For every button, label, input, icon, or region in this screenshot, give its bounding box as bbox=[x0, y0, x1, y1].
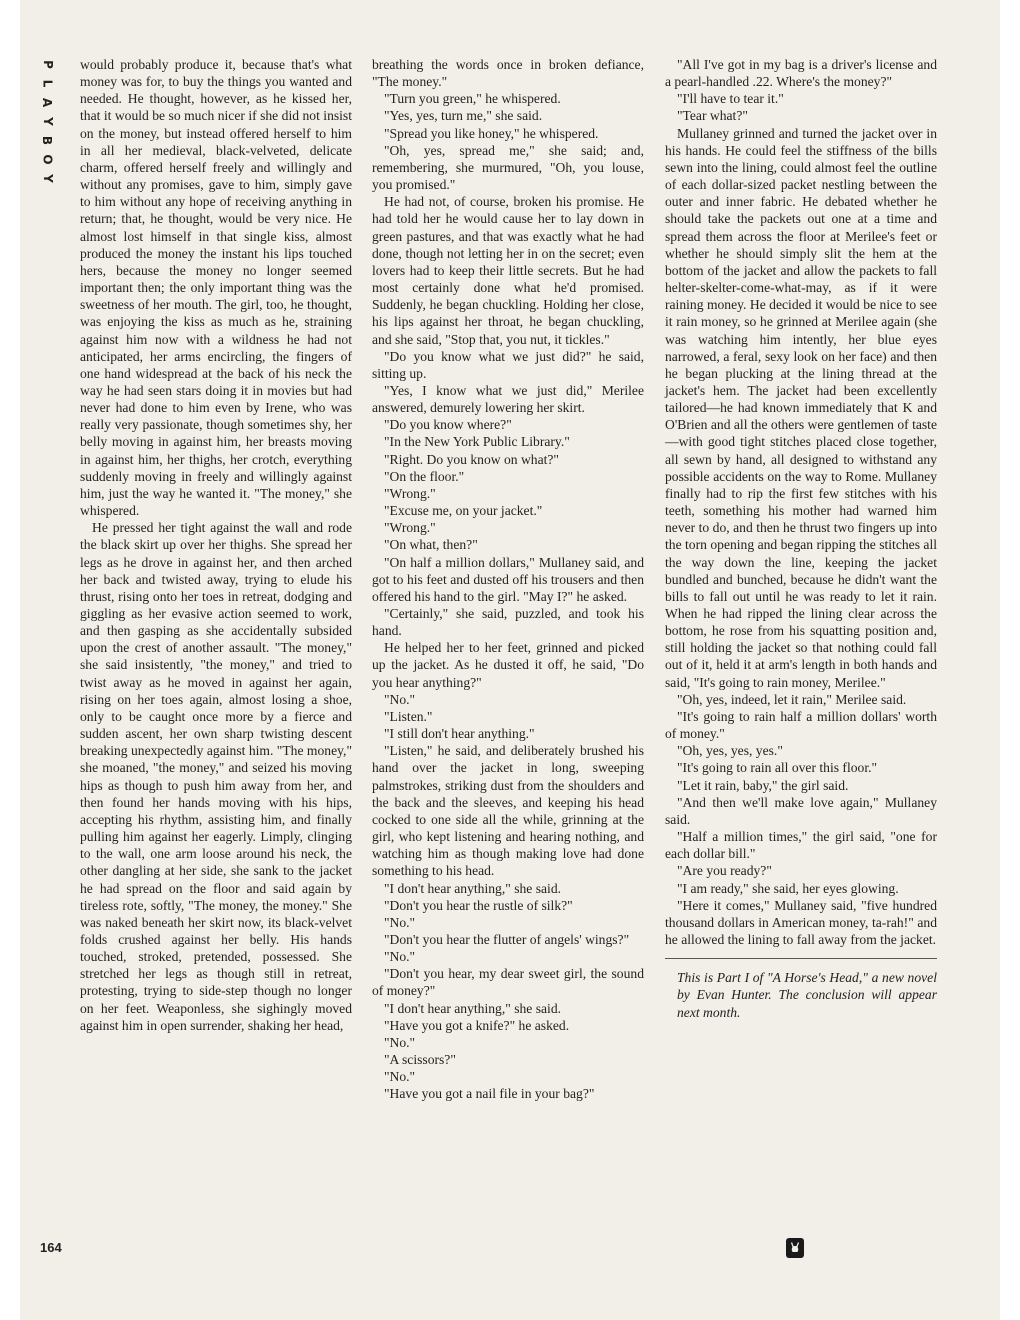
paragraph: would probably produce it, because that's what money was for, to buy the things you wanted and needed. He thought, however, as he kissed her, that it would be so much nicer if she did not insist on the money, but instead offered herself to him in all her medieval, black-velveted, delicate charm, offered herself freely and willingly and without any promises, gave to him, simply gave to him without any hope of receiving anything in return; that, he thought, would be very nice. He almost lost himself in that single kiss, almost produced the money the instant his lips touched hers, because the money no longer seemed important then; the only important thing was the sweetness of her mouth. The girl, too, he thought, was enjoying the kiss as much as he, straining against him now with a wildness he had not anticipated, her arms encircling, the fingers of one hand widespread at the back of his neck the way he had seen stars doing it in movies but had never had done to him even by Irene, who was really very passionate, though sometimes shy, her belly moving in against him, her breasts moving in against him, her thighs, her crotch, everything suddenly moving in freely and willingly against him, just the way he wanted it. "The money," she whispered. bbox=[80, 57, 352, 519]
paragraph: "Right. Do you know on what?" bbox=[384, 451, 559, 467]
paragraph: "Excuse me, on your jacket." bbox=[384, 503, 543, 519]
text-column-2 bbox=[372, 56, 644, 1103]
paragraph: "Don't you hear the rustle of silk?" bbox=[384, 897, 573, 913]
paragraph: He had not, of course, broken his promise. He had told her he would cause her to lay down in green pastures, and that was exactly what he had done, though not letting her in on the secret; even lovers had to keep their little secrets. But he had most certainly done what he'd promised. Suddenly, he began chuckling. Holding her close, his lips against her throat, he began chuckling, and she said, "Stop that, you nut, it tickles." bbox=[372, 194, 644, 347]
page-number: 164 bbox=[40, 1240, 62, 1255]
paragraph: "It's going to rain all over this floor." bbox=[677, 760, 878, 776]
paragraph: breathing the words once in broken defiance, "The money." bbox=[372, 57, 644, 90]
paragraph: "Listen." bbox=[384, 708, 433, 724]
paragraph: "It's going to rain half a million dollars' worth of money." bbox=[665, 708, 937, 742]
paragraph: "Do you know where?" bbox=[384, 417, 512, 433]
paragraph: "Certainly," she said, puzzled, and took his hand. bbox=[372, 606, 644, 639]
logo-letter: B bbox=[40, 135, 55, 146]
paragraph: "I still don't hear anything." bbox=[384, 726, 535, 742]
paragraph: "Here it comes," Mullaney said, "five hundred thousand dollars in American money, ta-rah!" and he allowed the lining to fall away from the jacket. bbox=[665, 897, 937, 947]
paragraph: "Spread you like honey," he whispered. bbox=[384, 125, 599, 141]
paragraph: "Yes, I know what we just did," Merilee answered, demurely lowering her skirt. bbox=[372, 382, 644, 416]
paragraph: "I don't hear anything," she said. bbox=[384, 880, 562, 896]
logo-letter: O bbox=[40, 154, 55, 165]
paragraph: "No." bbox=[384, 1069, 416, 1085]
text-column-1 bbox=[80, 56, 352, 1034]
logo-letter: A bbox=[40, 97, 55, 108]
paragraph: "Do you know what we just did?" he said, sitting up. bbox=[372, 348, 644, 381]
logo-letter: L bbox=[40, 79, 55, 88]
playboy-side-logo bbox=[37, 55, 57, 188]
paragraph: "On the floor." bbox=[384, 468, 465, 484]
paragraph: "No." bbox=[384, 914, 416, 930]
logo-letter: Y bbox=[40, 117, 55, 126]
paragraph: "No." bbox=[384, 1034, 416, 1050]
paragraph: "Turn you green," he whispered. bbox=[384, 91, 561, 107]
paragraph: "I'll have to tear it." bbox=[677, 91, 784, 107]
paragraph: "Oh, yes, yes, yes." bbox=[677, 743, 783, 759]
paragraph: "Let it rain, baby," the girl said. bbox=[677, 777, 849, 793]
paragraph: "Tear what?" bbox=[677, 108, 748, 124]
paragraph: "I am ready," she said, her eyes glowing. bbox=[677, 880, 899, 896]
paragraph: "Don't you hear the flutter of angels' wings?" bbox=[384, 931, 630, 947]
paragraph: "Have you got a knife?" he asked. bbox=[384, 1017, 570, 1033]
paragraph: "No." bbox=[384, 949, 416, 965]
playboy-bunny-icon bbox=[786, 1238, 804, 1258]
paragraph: "I don't hear anything," she said. bbox=[384, 1000, 562, 1016]
logo-letter: P bbox=[40, 60, 55, 69]
text-column-3 bbox=[665, 56, 937, 1021]
paragraph: Mullaney grinned and turned the jacket over in his hands. He could feel the stiffness of the bills sewn into the lining, could almost feel the outline of each dollar-sized packet nestling between the outer and inner fabric. He debated whether he should take the packets out one at a time and spread them across the floor at Merilee's feet or whether he should simply slit the hem at the bottom of the jacket and allow the packets to fall helter-skelter-come-what-may, as if it were raining money. He decided it would be nice to see it rain money, so he grinned at Merilee again (she was watching him intently, her blue eyes narrowed, a feral, sexy look on her face) and then he began plucking at the lining thread at the jacket's hem. The jacket had been excellently tailored—he had known immediately that K and O'Brien and all the others were gentlemen of taste—with good tight stitches placed close together, all sewn by hand, all designed to withstand any possible accidents on the way to Rome. Mullaney finally had to rip the first few stitches with his teeth, something his mother had warned him never to do, and then he thrust two fingers up into the torn opening and began ripping the stitches all the way down the line, keeping the jacket bundled and bunched, because he didn't want the bills to fall out until he was ready to let it rain. When he had ripped the lining clear across the bottom, he rose from his squatting position and, still holding the jacket so that nothing could fall out of it, held it at arm's length in both hands and said, "It's going to rain money, Merilee." bbox=[665, 125, 937, 690]
paragraph: "Have you got a nail file in your bag?" bbox=[384, 1086, 595, 1102]
paragraph: "Wrong." bbox=[384, 520, 436, 536]
paragraph: "All I've got in my bag is a driver's license and a pearl-handled .22. Where's the money?" bbox=[665, 57, 937, 90]
paragraph: "And then we'll make love again," Mullaney said. bbox=[665, 794, 937, 827]
paragraph: "In the New York Public Library." bbox=[384, 434, 570, 450]
paragraph: "Don't you hear, my dear sweet girl, the sound of money?" bbox=[372, 966, 644, 999]
paragraph: "Half a million times," the girl said, "one for each dollar bill." bbox=[665, 829, 937, 862]
bunny-glyph bbox=[789, 1241, 801, 1255]
paragraph: "No." bbox=[384, 691, 416, 707]
paragraph: "Wrong." bbox=[384, 485, 436, 501]
serialization-note: This is Part I of "A Horse's Head," a new novel by Evan Hunter. The conclusion will appear next month. bbox=[665, 958, 937, 1021]
paragraph: "Oh, yes, indeed, let it rain," Merilee said. bbox=[677, 691, 907, 707]
paragraph: "Listen," he said, and deliberately brushed his hand over the jacket in long, sweeping palmstrokes, striking dust from the shoulders and the back and the sleeves, and keeping his head cocked to one side all the while, grinning at the girl, who kept listening and hearing nothing, and watching him as though making love had done something to his head. bbox=[372, 743, 644, 879]
paragraph: "On half a million dollars," Mullaney said, and got to his feet and dusted off his trousers and then offered his hand to the girl. "May I?" he asked. bbox=[372, 554, 644, 604]
paragraph: "Yes, yes, turn me," she said. bbox=[384, 108, 543, 124]
paragraph: "Oh, yes, spread me," she said; and, remembering, she murmured, "Oh, you louse, you promised." bbox=[372, 142, 644, 193]
paragraph: He helped her to her feet, grinned and picked up the jacket. As he dusted it off, he said, "Do you hear anything?" bbox=[372, 640, 644, 690]
paragraph: He pressed her tight against the wall and rode the black skirt up over her thighs. She spread her legs as he drove in against her, and then arched her back and twisted away, trying to elude his thrust, rising onto her toes in retreat, dodging and giggling as her evasive action seemed to work, and then gasping as she accidentally subsided upon the crest of another assault. "The money," she said insistently, "the money," and tried to twist away as he moved in against her again, rising on her toes again, almost losing a shoe, only to be caught once more by a fierce and sudden ascent, her own sharp twisting descent breaking unexpectedly against him. "The money," she moaned, "the money," and seized his moving hips as though to push him away from her, and then found her hands moving with his hips, accepting his rhythm, assisting him, and finally pulling him against her eagerly. Limply, clinging to the wall, one arm loose around his neck, the other dangling at her side, she sank to the jacket he had spread on the floor and said again by tireless rote, softly, "The money, the money." She was naked beneath her skirt now, its black-velvet folds crushed against her belly. His hands touched, stroked, pretended, possessed. She stretched her legs as though still in retreat, protesting, trying to side-step though no longer on her feet. Weaponless, she sighingly moved against him in open surrender, shaking her head, bbox=[80, 520, 352, 1033]
logo-letter: Y bbox=[40, 174, 55, 183]
paragraph: "On what, then?" bbox=[384, 537, 478, 553]
paragraph: "Are you ready?" bbox=[677, 863, 772, 879]
paragraph: "A scissors?" bbox=[384, 1052, 456, 1068]
